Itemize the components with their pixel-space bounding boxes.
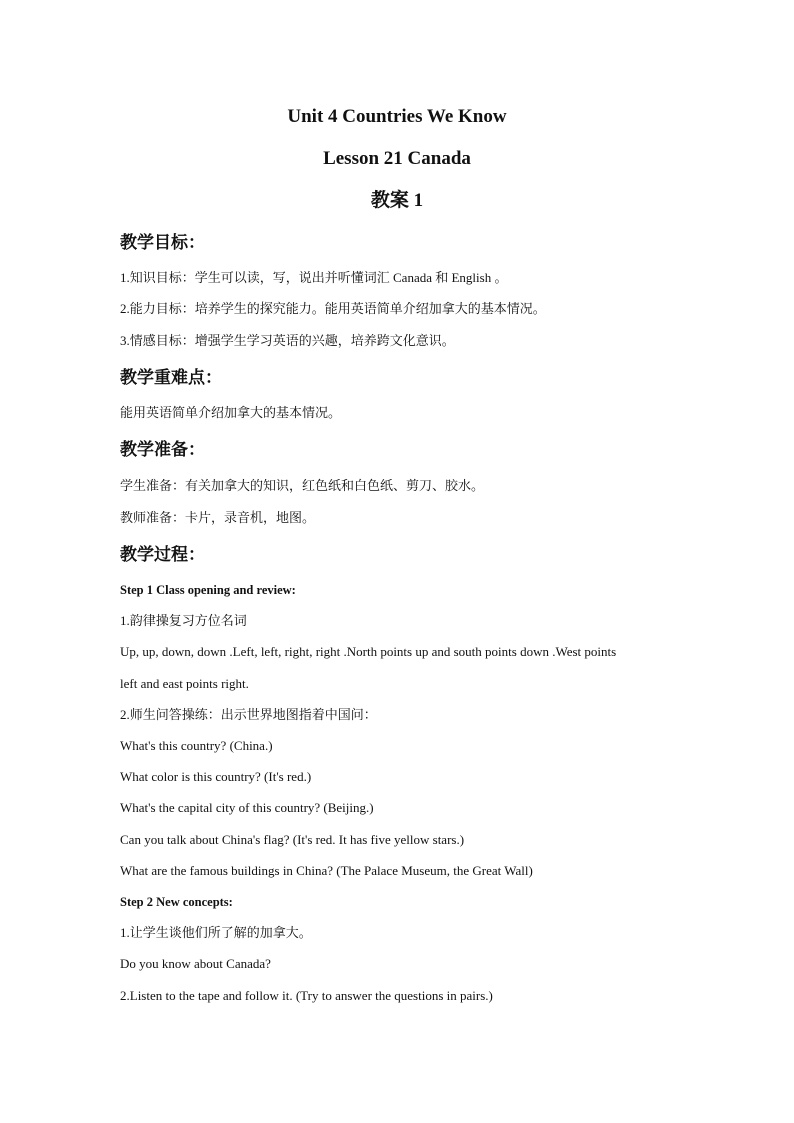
step1-line: Up, up, down, down .Left, left, right, right .North points up and south points down .West points	[120, 644, 617, 659]
step1-line: What's the capital city of this country? (Beijing.)	[120, 800, 374, 815]
teacher-preparation: 教师准备：卡片，录音机，地图。	[120, 510, 316, 525]
objectives-heading: 教学目标：	[120, 233, 205, 252]
process-heading: 教学过程：	[120, 545, 205, 564]
step1-line: left and east points right.	[120, 676, 249, 691]
lesson-title: Lesson 21 Canada	[323, 148, 471, 169]
step1-line: What's this country? (China.)	[120, 738, 273, 753]
objective-item: 1.知识目标：学生可以读，写，说出并听懂词汇 Canada 和 English 。	[120, 270, 508, 285]
preparation-heading: 教学准备：	[120, 440, 205, 459]
step1-line: 2.师生问答操练：出示世界地图指着中国问：	[120, 707, 377, 722]
step2-line: Do you know about Canada?	[120, 956, 271, 971]
step2-line: 2.Listen to the tape and follow it. (Try to answer the questions in pairs.)	[120, 988, 493, 1003]
step1-line: What color is this country? (It's red.)	[120, 769, 312, 784]
objective-item: 3.情感目标：增强学生学习英语的兴趣，培养跨文化意识。	[120, 333, 455, 348]
step1-line: 1.韵律操复习方位名词	[120, 613, 247, 628]
step1-title: Step 1 Class opening and review:	[120, 583, 296, 597]
unit-title: Unit 4 Countries We Know	[287, 106, 507, 127]
step1-line: Can you talk about China's flag? (It's red. It has five yellow stars.)	[120, 832, 465, 847]
keypoints-text: 能用英语简单介绍加拿大的基本情况。	[120, 405, 342, 420]
objective-item: 2.能力目标：培养学生的探究能力。能用英语简单介绍加拿大的基本情况。	[120, 301, 546, 316]
plan-title: 教案 1	[370, 190, 424, 211]
student-preparation: 学生准备：有关加拿大的知识，红色纸和白色纸、剪刀、胶水。	[120, 478, 485, 493]
keypoints-heading: 教学重难点：	[120, 368, 222, 387]
step2-title: Step 2 New concepts:	[120, 895, 233, 909]
step2-line: 1.让学生谈他们所了解的加拿大。	[120, 925, 312, 940]
step1-line: What are the famous buildings in China? (The Palace Museum, the Great Wall)	[120, 863, 533, 878]
